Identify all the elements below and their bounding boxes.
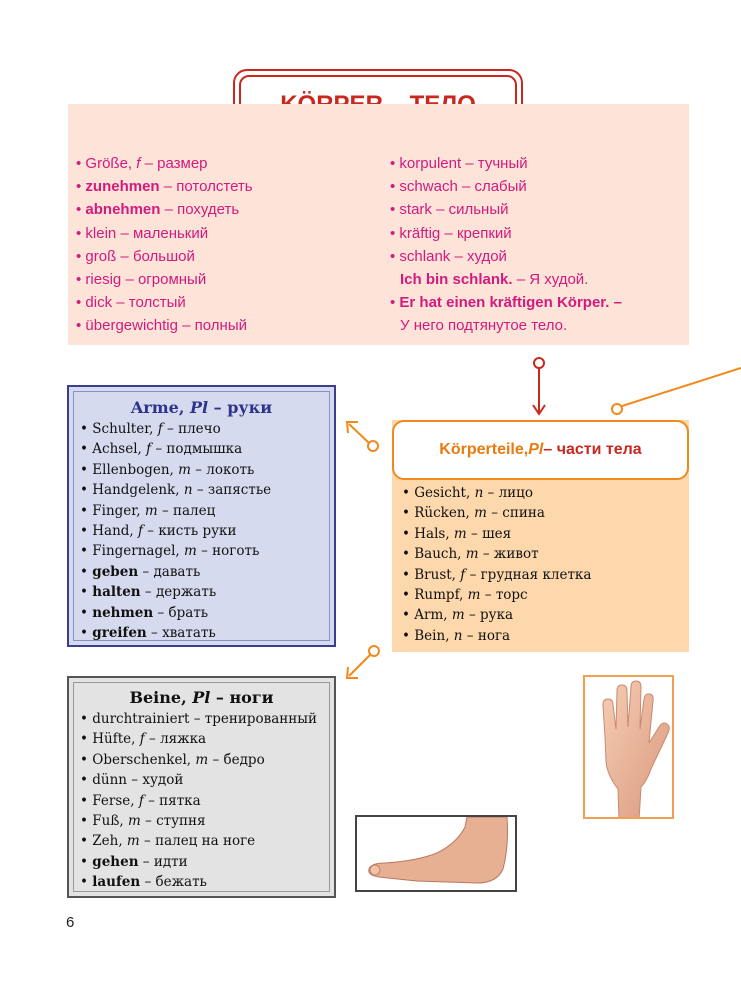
translation: – держать xyxy=(140,584,217,601)
term: Hals, xyxy=(414,525,454,542)
list-item: • halten – держать xyxy=(80,584,217,601)
list-item: • laufen – бежать xyxy=(80,874,207,891)
example-2-translation: У него подтянутое тело. xyxy=(400,317,568,335)
list-item: • Bein, n – нога xyxy=(402,627,511,644)
translation: – потолстеть xyxy=(159,178,253,196)
connector-beine xyxy=(347,646,379,678)
term: groß xyxy=(85,247,117,265)
list-item: • Ellenbogen, m – локоть xyxy=(80,461,255,478)
translation: – рука xyxy=(464,607,514,624)
translation: – хватать xyxy=(146,625,216,642)
list-item: • Fingernagel, m – ноготь xyxy=(80,543,260,560)
translation: – локоть xyxy=(190,461,255,478)
translation: – лицо xyxy=(483,485,533,501)
translation: – брать xyxy=(153,604,209,621)
list-item: • Größe, f – размер xyxy=(76,155,208,172)
term: Ferse, xyxy=(92,792,139,809)
translation: – торс xyxy=(480,587,528,604)
term: Finger, xyxy=(92,502,145,519)
term: übergewichtig xyxy=(85,317,178,335)
list-item: • nehmen – брать xyxy=(80,604,209,621)
list-item: • Gesicht, n – лицо xyxy=(402,485,533,501)
term: dünn xyxy=(92,772,127,789)
koerperteile-list xyxy=(402,483,591,646)
list-item: • Fuß, m – ступня xyxy=(80,813,206,830)
connector-right xyxy=(612,368,741,414)
koerperteile-box xyxy=(392,420,689,652)
gender: m xyxy=(474,505,487,522)
translation: – полный xyxy=(177,317,247,335)
list-item: • Zeh, m – палец на ноге xyxy=(80,833,256,850)
gender: m xyxy=(465,546,479,563)
gender: f xyxy=(138,792,144,809)
item-text: kräftig – крепкий xyxy=(399,224,512,242)
term: halten xyxy=(92,584,141,601)
list-item: • riesig – огромный xyxy=(76,271,207,289)
list-item: • kräftig – крепкий xyxy=(390,224,512,242)
translation: – маленький xyxy=(116,224,209,242)
translation: – спина xyxy=(486,505,545,522)
list-item: • Finger, m – палец xyxy=(80,502,216,519)
translation: – нога xyxy=(462,627,511,644)
list-item: • Arm, m – рука xyxy=(402,607,514,624)
translation: – ступня xyxy=(140,813,206,830)
list-item: • durchtrainiert – тренированный xyxy=(80,711,318,727)
example-1: Ich bin schlank. – Я худой. xyxy=(400,271,589,289)
gender: f xyxy=(146,441,152,458)
list-item: • Bauch, m – живот xyxy=(402,546,539,563)
translation: – размер xyxy=(140,155,208,172)
term: Ellenbogen, xyxy=(92,461,179,478)
list-item: • übergewichtig – полный xyxy=(76,317,247,335)
translation: – тренированный xyxy=(189,711,318,727)
list-item: • Hüfte, f – ляжка xyxy=(80,731,207,748)
gender: m xyxy=(184,543,197,560)
beine-heading: Beine, Pl – ноги xyxy=(129,688,274,707)
term: Fuß, xyxy=(92,813,128,830)
gender: n xyxy=(474,485,484,501)
translation: – шея xyxy=(466,525,512,542)
gender: f xyxy=(157,421,163,437)
list-item: • greifen – хватать xyxy=(80,625,216,642)
gender: m xyxy=(451,607,465,624)
term: Hüfte, xyxy=(92,731,140,748)
example-2: • Er hat einen kräftigen Körper. – xyxy=(390,294,622,312)
term: laufen xyxy=(92,874,141,891)
term: dick xyxy=(85,294,113,312)
connector-arme xyxy=(347,422,378,451)
beine-box xyxy=(67,676,336,898)
translation: – грудная клетка xyxy=(465,566,592,583)
arme-box xyxy=(67,385,336,647)
term: Arm, xyxy=(414,607,452,624)
page-number: 6 xyxy=(66,914,75,931)
term: greifen xyxy=(92,625,147,642)
translation: – идти xyxy=(138,853,188,870)
term: Fingernagel, xyxy=(92,543,185,560)
gender: m xyxy=(126,833,140,850)
list-item: • stark – сильный xyxy=(390,201,509,219)
list-item: • Achsel, f – подмышка xyxy=(80,441,243,458)
translation: – палец на ноге xyxy=(139,833,256,850)
list-item: • Ferse, f – пятка xyxy=(80,792,201,809)
term: Bein, xyxy=(414,627,454,644)
list-item: • Rumpf, m – торс xyxy=(402,587,528,604)
term: Handgelenk, xyxy=(92,482,184,499)
list-item: • schwach – слабый xyxy=(390,178,527,196)
beine-list xyxy=(80,709,323,893)
translation: – толстый xyxy=(112,294,186,312)
list-item: • dünn – худой xyxy=(80,772,184,789)
item-text: korpulent – тучный xyxy=(399,155,528,172)
translation: – ноготь xyxy=(196,543,260,560)
item-text: stark – сильный xyxy=(399,201,509,219)
gender: f xyxy=(139,731,145,748)
translation: – палец xyxy=(157,502,216,519)
gender: f xyxy=(138,523,144,540)
term: abnehmen xyxy=(85,201,161,219)
term: geben xyxy=(92,563,139,580)
hand-photo xyxy=(583,675,674,819)
item-text: schwach – слабый xyxy=(399,178,527,196)
term: nehmen xyxy=(92,604,154,621)
gender: m xyxy=(195,751,209,768)
gender: m xyxy=(127,813,141,830)
list-item: • schlank – худой xyxy=(390,247,507,265)
list-item: • Handgelenk, n – запястье xyxy=(80,482,272,499)
list-item: • klein – маленький xyxy=(76,224,209,242)
translation: – ляжка xyxy=(144,731,207,748)
term: Brust, xyxy=(414,566,461,583)
gender: n xyxy=(453,627,463,644)
translation: – огромный xyxy=(121,271,207,289)
gender: m xyxy=(178,461,191,478)
item-text: schlank – худой xyxy=(399,247,507,265)
term: riesig xyxy=(85,271,122,289)
translation: – бедро xyxy=(208,751,265,768)
gender: m xyxy=(144,502,158,519)
list-item: • Schulter, f – плечо xyxy=(80,421,221,437)
term: Achsel, xyxy=(92,441,147,458)
term: Schulter, xyxy=(92,421,158,437)
arme-list xyxy=(80,419,323,643)
list-item: • Rücken, m – спина xyxy=(402,505,545,522)
translation: – живот xyxy=(478,546,539,563)
arme-heading: Arme, Pl – руки xyxy=(130,398,273,417)
translation: – давать xyxy=(138,563,201,580)
term: klein xyxy=(85,224,117,242)
translation: – большой xyxy=(116,247,195,265)
translation: – запястье xyxy=(192,482,272,499)
translation: – похудеть xyxy=(160,201,240,219)
list-item: • groß – большой xyxy=(76,247,195,265)
list-item: • korpulent – тучный xyxy=(390,155,528,172)
gender: n xyxy=(183,482,193,499)
gender: m xyxy=(453,525,467,542)
translation: – плечо xyxy=(162,421,221,437)
term: Gesicht, xyxy=(414,485,475,501)
term: zunehmen xyxy=(85,178,160,196)
term: Größe, xyxy=(85,155,137,172)
translation: – кисть руки xyxy=(143,523,237,540)
list-item: • Hals, m – шея xyxy=(402,525,512,542)
translation: – подмышка xyxy=(151,441,243,458)
list-item: • Hand, f – кисть руки xyxy=(80,523,237,540)
term: Zeh, xyxy=(92,833,127,850)
term: Rücken, xyxy=(414,505,475,522)
list-item: • geben – давать xyxy=(80,563,201,580)
foot-photo xyxy=(355,815,517,892)
term: Oberschenkel, xyxy=(92,751,196,768)
gender: f xyxy=(460,566,466,583)
gender: m xyxy=(467,587,481,604)
term: Hand, xyxy=(92,523,139,540)
connector-arrow-down xyxy=(533,358,545,414)
koerperteile-heading: Körperteile, Pl – части тела xyxy=(392,420,689,480)
list-item: • gehen – идти xyxy=(80,853,188,870)
list-item: • abnehmen – похудеть xyxy=(76,201,240,219)
term: gehen xyxy=(92,853,139,870)
translation: – худой xyxy=(127,772,184,789)
list-item: • Oberschenkel, m – бедро xyxy=(80,751,265,768)
term: Rumpf, xyxy=(414,587,468,604)
list-item: • Brust, f – грудная клетка xyxy=(402,566,592,583)
term: durchtrainiert xyxy=(92,711,190,727)
list-item: • zunehmen – потолстеть xyxy=(76,178,253,196)
term: Bauch, xyxy=(414,546,466,563)
translation: – пятка xyxy=(143,792,201,809)
list-item: • dick – толстый xyxy=(76,294,186,312)
gender: f xyxy=(136,155,141,172)
translation: – бежать xyxy=(140,874,207,891)
